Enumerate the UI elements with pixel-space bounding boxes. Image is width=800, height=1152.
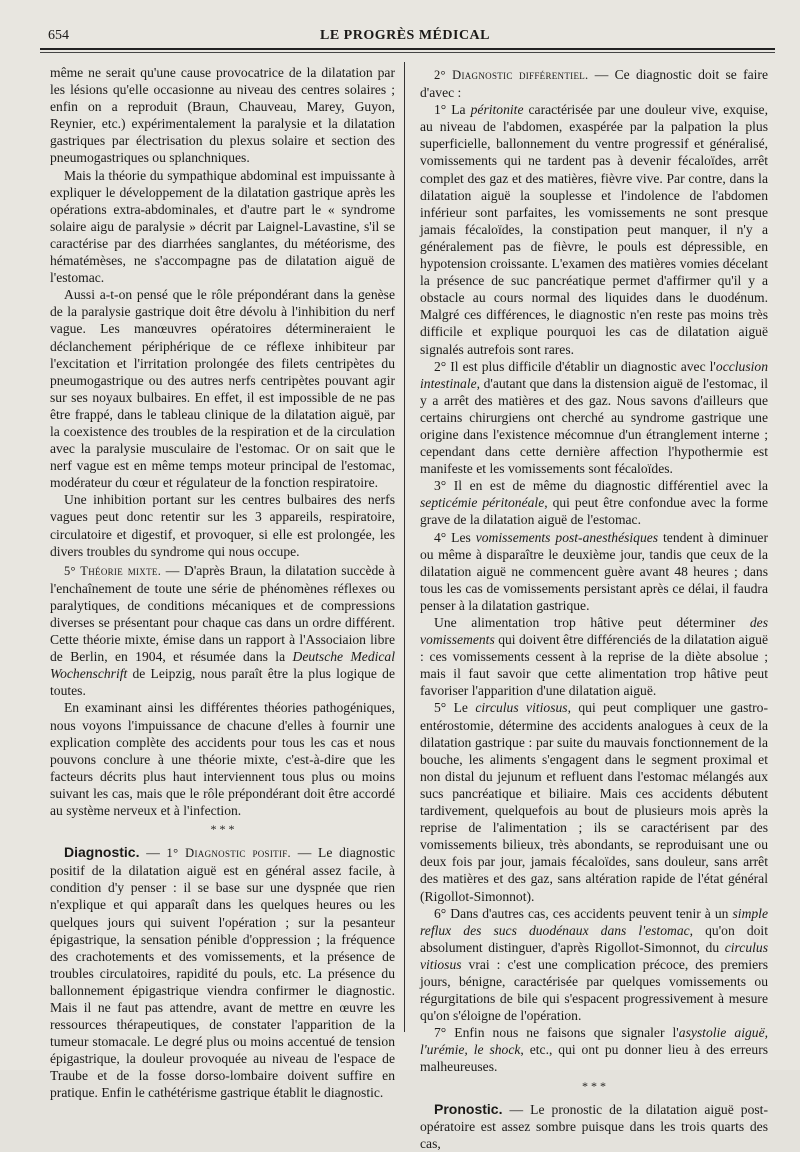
paragraph xyxy=(420,529,768,614)
paragraph xyxy=(420,1024,768,1075)
paragraph xyxy=(420,358,768,478)
paragraph-text: , qui peut compliquer une gastro-entérostomie, détermine des accidents analogues à ceux de la dilatation gastrique : par suite du mauvais fonctionnement de la bouche, les aliments s'engagent dans le segment proximal et non distal du jejunum et refluent dans l'estomac mélangés aux sucs pancréatique et biliaire. Mais ces accidents débutent tardivement, quelquefois au bout de plusieurs mois après la reprise de l'alimentation ; ils se caractérisent par des vomissements bilieux, très abondants, se reproduisant une ou deux fois par jour, jamais fécaloïdes, sans douleur, sans arrêt des matières et des gaz, sans altération rapide de l'état général (Rigollot-Simonnot). xyxy=(420,700,768,904)
italic-term: circulus vitiosus xyxy=(475,700,568,716)
section-separator: * * * xyxy=(582,1078,606,1093)
paragraph-pronostic xyxy=(420,1101,768,1152)
paragraph: Une inhibition portant sur les centres bulbaires des nerfs vagues peut donc retentir sur les 3 appareils, respiratoire, circulatoire et digestif, et provoquer, si elle est prolongée, les divers troubles du syndrome qui nous occupe. xyxy=(50,492,395,559)
header-rule-thin xyxy=(40,52,775,53)
left-column xyxy=(50,64,395,1102)
paragraph: Mais la théorie du sympathique abdominal est impuissante à expliquer le développement de la dilatation gastrique après les opérations extra-abdominales, et d'autre part le « syndrome solaire aigu de paralysie » décrit par Laignel-Lavastine, s'il se caractérise par des diarrhées sanglantes, du météorisme, des hématémèses, ne s'accompagne pas de dilatation aiguë de l'estomac. xyxy=(50,167,395,286)
italic-term: circulus vitiosus xyxy=(420,939,768,972)
paragraph-diagnostic-differentiel xyxy=(420,66,768,101)
paragraph-text: — Ce diagnostic doit se faire d'avec : xyxy=(420,67,768,101)
section-title-pronostic: Pronostic. xyxy=(434,1100,503,1117)
paragraph-text: 7° Enfin nous ne faisons que signaler l' xyxy=(434,1025,679,1041)
paragraph-text: caractérisée par une douleur vive, exquise, au niveau de l'abdomen, exaspérée par la palpation la plus superficielle, ballonnement du ventre progressif et généralisé, vomissements qui ne tardent pas à devenir fécaloïdes, arrêt complet des gaz et des matières, fièvre vive. Par contre, dans la dilatation aiguë la souplesse et l'indolence de l'abdomen inférieur sont parfaites, les vomissements ne sont presque jamais fécaloïdes, la constipation peut manquer, il n'y a généralement pas de fièvre, le pouls est dépressible, en hypotension croissante. L'examen des matières vomies décelant la présence de suc pancréatique permet d'affirmer qu'il y a obstacle au cours normal des liquides dans le duodénum. Malgré ces différences, le diagnostic n'en reste pas moins très difficile et explique pourquoi les cas de dilatation aiguë signalés autrefois sont rares. xyxy=(420,102,768,357)
paragraph-text: de Leipzig, nous paraît être la plus logique de toutes. xyxy=(50,666,395,699)
paragraph-text: , d'autant que dans la distension aiguë de l'estomac, il y a arrêt des matières et des gaz. Nous savons d'ailleurs que certains chirurgiens ont cherché au syndrome gastrique une origine dans l'existence mécomnue d'un étranglement interne ; cependant dans cette dernière affection l'hypothermie est manifeste et les vomissements sont fécaloïdes. xyxy=(420,375,768,477)
paragraph-text: — D'après Braun, la dilatation succède à l'enchaînement de toute une série de phénomènes réflexes ou paralytiques, de conditions mécaniques et de compressions diverses se présentant pour chaque cas dans un ordre différent. Cette théorie mixte, émise dans un rapport à l'Associaion libre de Berlin, en 1904, et résumée dans la xyxy=(50,562,396,665)
paragraph-text: — Le diagnostic positif de la dilatation aiguë est en général assez facile, à condition d'y penser : il se base sur une dyspnée que rien n'explique et qui apparaît dans les quelques heures ou les quelques jours qui suivent l'opération ; sur la pesanteur épigastrique, la sensation pénible d'oppression ; la fréquence des crachotements et des vomissements, et la présence de troubles circulatoires, rapidité du pouls, etc. La présence du ballonnement épigastrique viendra confirmer le diagnostic. Mais il ne faut pas attendre, avant de mettre en œuvre les ressources thérapeutiques, de constater l'apparition de la tumeur stomacale. Le degré plus ou moins accentué de tension épigastrique, la douleur provoquée au niveau de l'espace de Traube et de la fosse dorso-lombaire doivent suffire en pratique. Enfin le cathétérisme gastrique établit le diagnostic. xyxy=(50,845,395,1101)
paragraph xyxy=(420,905,768,1025)
subsection-heading: 1° Diagnostic positif. xyxy=(166,846,291,861)
paragraph-text: 6° Dans d'autres cas, ces accidents peuvent tenir à un xyxy=(434,905,733,921)
paragraph-text: , qu'on doit absolument distinguer, d'après Rigollot-Simonnot, du xyxy=(420,922,768,955)
paragraph xyxy=(420,699,768,904)
italic-term: des vomissements xyxy=(420,615,768,648)
italic-term: simple reflux des sucs duodénaux dans l'estomac xyxy=(420,905,768,938)
paragraph-text: 4° Les xyxy=(434,529,476,545)
paragraph-text: tendent à diminuer ou même à disparaître le deuxième jour, tandis que ceux de la dilatation aiguë ne commencent guère avant 48 heures ; dans tous les cas de vomissements persistant après ce délai, il faudra penser à la dilatation gastrique. xyxy=(420,529,768,613)
paragraph-text: , etc., qui ont pu donner lieu à des erreurs malheureuses. xyxy=(420,1042,769,1075)
header-rule-thick xyxy=(40,48,775,50)
paragraph: En examinant ainsi les différentes théories pathogéniques, nous voyons l'impuissance de chacune d'elles à fournir une explication complète des accidents pour tous les cas et nous pouvons conclure à une théorie mixte, c'est-à-dire que les facteurs décrits plus haut interviennent tous plus ou moins suivant les cas, mais que le rôle prépondérant doit être accordé au système nerveux et à l'infection. xyxy=(50,700,395,819)
italic-term: occlusion intestinale xyxy=(420,358,768,391)
column-divider xyxy=(404,62,405,1032)
paragraph-diagnostic: Diagnostic. — 1° Diagnostic positif. — Le diagnostic positif de la dilatation aiguë est en général assez facile, à condition d'y penser : il se base sur une dyspnée que rien n'explique et qui apparaît dans les quelques heures ou les quelques jours qui suivent l'opération ; sur la pesanteur épigastrique, la sensation pénible d'oppression ; la fréquence des crachotements et des vomissements, et la présence de troubles circulatoires, rapidité du pouls, etc. La présence du ballonnement épigastrique viendra confirmer le diagnostic. Mais il ne faut pas attendre, avant de mettre en œuvre les ressources thérapeutiques, de constater l'apparition de la tumeur stomacale. Le degré plus ou moins accentué de tension épigastrique, la douleur provoquée au niveau de l'espace de Traube et de la fosse dorso-lombaire doivent suffire en pratique. Enfin le cathétérisme gastrique établit le diagnostic. xyxy=(50,844,395,1101)
paragraph-theorie-mixte xyxy=(50,562,395,700)
paragraph-text: Une alimentation trop hâtive peut déterminer xyxy=(434,615,750,630)
section-heading: 5° Théorie mixte. xyxy=(64,563,162,578)
paragraph xyxy=(420,614,768,699)
paragraph-text: 1° La xyxy=(434,102,471,118)
page-header xyxy=(40,26,770,46)
paragraph xyxy=(420,101,768,357)
italic-term: septicémie péritonéale xyxy=(420,495,545,511)
section-separator: * * * xyxy=(210,822,235,837)
paragraph-text: , qui peut être confondue avec la forme grave de la dilatation aiguë de l'estomac. xyxy=(420,495,768,528)
right-column xyxy=(420,64,768,1152)
paragraph-text: vrai : c'est une complication précoce, des premiers jours, bénigne, caractérisée par quelques vomissements ou régurgitations de bile qui s'espacent progressivement à mesure qu'on s'éloigne de l'opération. xyxy=(420,956,768,1024)
paragraph-text: 5° Le xyxy=(434,700,476,716)
journal-title: Deutsche Medical Wochenschrift xyxy=(50,649,395,682)
italic-term: péritonite xyxy=(470,102,524,118)
italic-term: asystolie aiguë, l'urémie, le shock xyxy=(420,1025,768,1058)
subsection-heading: 2° Diagnostic différentiel. xyxy=(434,68,589,82)
paragraph: même ne serait qu'une cause provocatrice de la dilatation par les lésions qu'elle occasionne au niveau des centres solaires ; enfin on a reproduit (Braun, Chauveau, Marey, Guyon, Reynier, etc.) expérimentalement la paralysie et la dilatation gastriques par électrisation du plexus solaire et section des pneumogastriques ou splanchniques. xyxy=(50,65,395,166)
page-number: 654 xyxy=(48,28,69,43)
paragraph: Aussi a-t-on pensé que le rôle prépondérant dans la genèse de la paralysie gastrique doit être dévolu à l'inhibition du nerf vague. Les manœuvres opératoires détermineraient le déclanchement périphérique de ce réflexe inhibiteur par l'excitation et l'irritation prolongée des filets centripètes du pneumogastrique ou des autres nerfs centripètes pouvant agir sur ses noyaux bulbaires. En effet, il est impossible de ne pas être frappé, dans le tableau clinique de la dilatation aiguë, par la coexistence des troubles de la respiration et de la circulation avec la paralysie musculaire de l'estomac. Or on sait que le nerf vague est en même temps moteur principal de l'estomac, modérateur du cœur et régulateur de la fonction respiratoire. xyxy=(50,287,395,491)
paragraph-text: — Le pronostic de la dilatation aiguë post-opératoire est assez sombre puisque dans les trois quarts des cas, xyxy=(420,1101,768,1151)
paragraph-text: 3° Il en est de même du diagnostic différentiel avec la xyxy=(434,478,768,494)
paragraph-text: 2° Il est plus difficile d'établir un diagnostic avec l' xyxy=(434,358,716,374)
paragraph-text: qui doivent être différenciés de la dilatation aiguë : ces vomissements cessent à la reprise de la diète absolue ; mais il faut savoir que cette alimentation trop hâtive peut favoriser l'apparition d'une dilatation aiguë. xyxy=(420,632,768,699)
section-title-diagnostic: Diagnostic. xyxy=(64,844,140,861)
running-title: LE PROGRÈS MÉDICAL xyxy=(319,28,491,43)
italic-term: vomissements post-anesthésiques xyxy=(475,529,659,545)
paragraph xyxy=(420,477,768,528)
